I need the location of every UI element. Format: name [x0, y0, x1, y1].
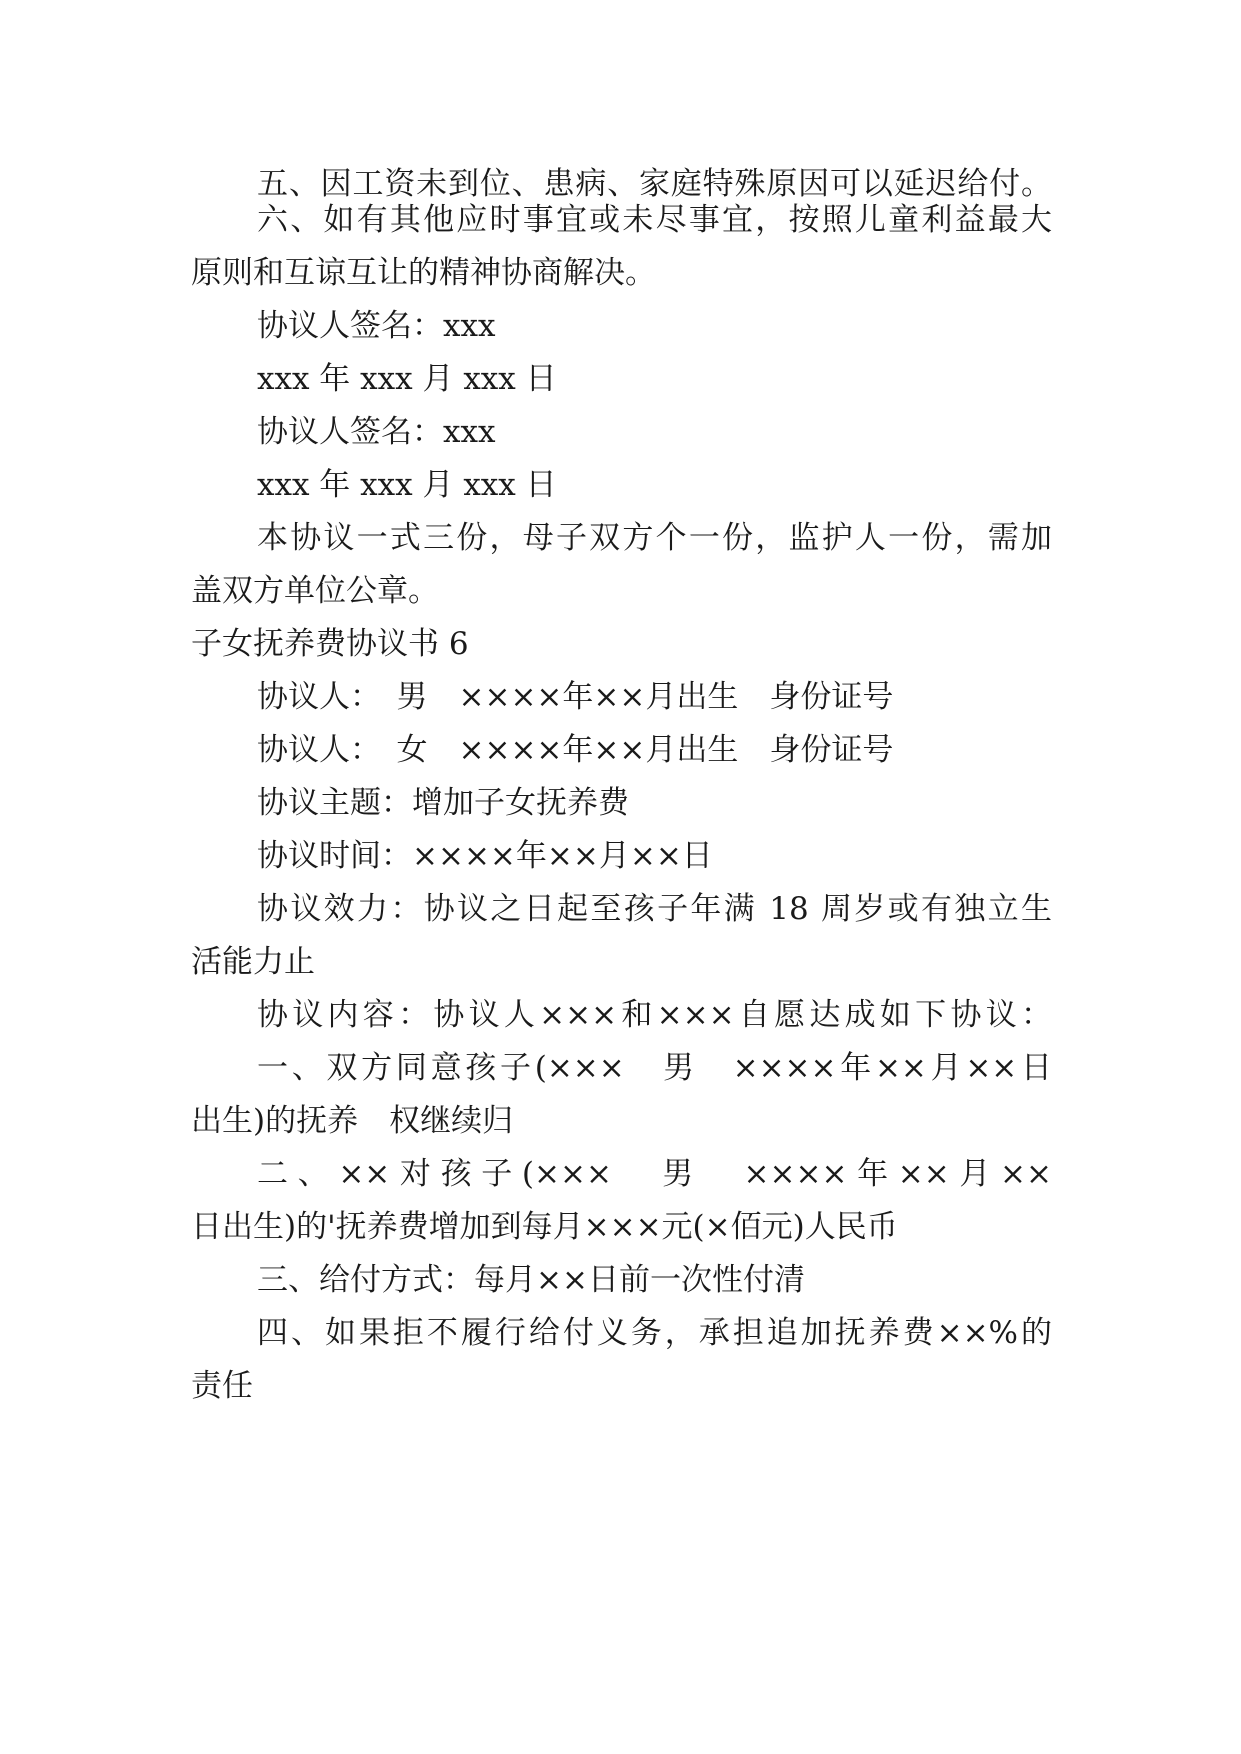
- copies-statement: 本协议一式三份，母子双方个一份，监护人一份，需加: [257, 520, 1052, 556]
- agreement-validity-continued: 活能力止: [191, 944, 315, 980]
- party-male: 协议人： 男 ××××年××月出生 身份证号: [257, 679, 894, 715]
- clause-four: 四、如果拒不履行给付义务，承担追加抚养费××%的: [257, 1315, 1052, 1351]
- signature-line-2: 协议人签名：xxx: [257, 414, 496, 450]
- clause-one-continued: 出生)的抚养 权继续归: [191, 1103, 514, 1139]
- clause-two: 二、××对孩子(××× 男 ××××年××月××: [257, 1156, 1052, 1192]
- clause-two-continued: 日出生)的'抚养费增加到每月×××元(×佰元)人民币: [191, 1209, 898, 1245]
- section-heading: 子女抚养费协议书 6: [191, 626, 469, 662]
- agreement-subject: 协议主题：增加子女抚养费: [257, 785, 629, 821]
- agreement-content: 协议内容：协议人×××和×××自愿达成如下协议：: [257, 997, 1052, 1033]
- clause-three: 三、给付方式：每月××日前一次性付清: [257, 1262, 805, 1298]
- agreement-validity: 协议效力：协议之日起至孩子年满 18 周岁或有独立生: [257, 891, 1052, 927]
- clause-six-continued: 原则和互谅互让的精神协商解决。: [191, 255, 656, 291]
- party-female: 协议人： 女 ××××年××月出生 身份证号: [257, 732, 894, 768]
- clause-one: 一、双方同意孩子(××× 男 ××××年××月××日: [257, 1050, 1052, 1086]
- agreement-date: 协议时间：××××年××月××日: [257, 838, 713, 874]
- date-line-2: xxx 年 xxx 月 xxx 日: [257, 467, 557, 503]
- clause-five: 五、因工资未到位、患病、家庭特殊原因可以延迟给付。: [257, 166, 1052, 202]
- copies-statement-continued: 盖双方单位公章。: [191, 573, 439, 609]
- signature-line-1: 协议人签名：xxx: [257, 308, 496, 344]
- date-line-1: xxx 年 xxx 月 xxx 日: [257, 361, 557, 397]
- clause-six: 六、如有其他应时事宜或未尽事宜，按照儿童利益最大: [257, 202, 1052, 238]
- clause-four-continued: 责任: [191, 1368, 253, 1404]
